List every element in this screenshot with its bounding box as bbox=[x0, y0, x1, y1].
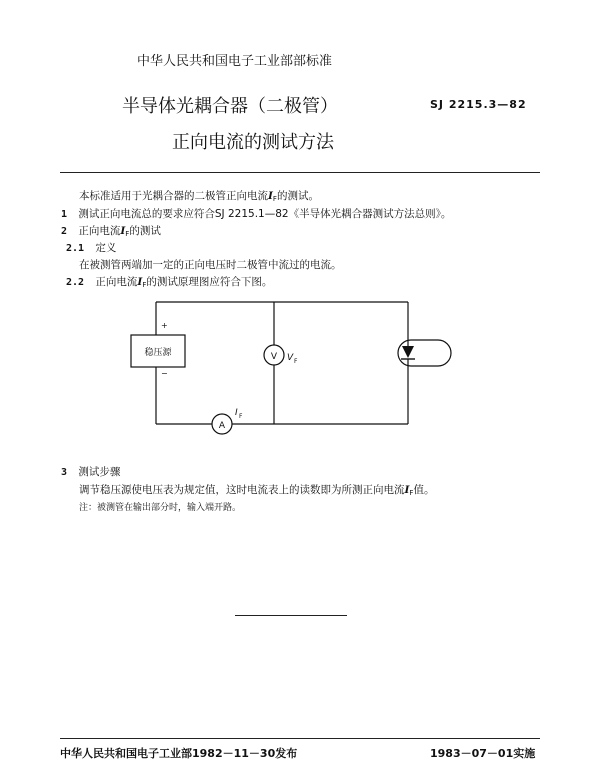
effective-date: 1983－07－01实施 bbox=[430, 747, 536, 760]
minus-terminal-label: − bbox=[161, 369, 168, 378]
document-title: 半导体光耦合器（二极管） bbox=[122, 96, 338, 117]
issuer-header: 中华人民共和国电子工业部部标准 bbox=[137, 54, 333, 69]
section-2-post: 的测试 bbox=[129, 225, 161, 237]
regulated-source-label: 稳压源 bbox=[144, 348, 172, 358]
section-2-2-pre: 正向电流 bbox=[95, 276, 138, 288]
issued-date: 中华人民共和国电子工业部1982－11－30发布 bbox=[60, 747, 298, 760]
intro-sub: F bbox=[272, 195, 277, 203]
footer-divider bbox=[60, 738, 540, 739]
section-2-sub: F bbox=[125, 230, 130, 238]
note-text: 注：被测管在输出部分时，输入端开路。 bbox=[79, 503, 242, 513]
section-2-2-var: I bbox=[137, 276, 143, 288]
section-2-2-post: 的测试原理图应符合下图。 bbox=[146, 276, 273, 288]
intro-tail: 的测试。 bbox=[276, 190, 319, 202]
section-3-title: 测试步骤 bbox=[78, 466, 121, 478]
vf-subscript: F bbox=[294, 358, 298, 365]
section-3-var: I bbox=[404, 484, 410, 496]
voltmeter-symbol: V bbox=[270, 352, 278, 362]
section-3 bbox=[61, 464, 120, 479]
section-2-1-text: 在被测管两端加一定的正向电压时二极管中流过的电流。 bbox=[79, 259, 342, 271]
end-divider bbox=[235, 615, 347, 616]
if-subscript: F bbox=[239, 413, 243, 420]
if-label: I bbox=[235, 408, 238, 418]
section-1-text: 测试正向电流总的要求应符合SJ 2215.1—82《半导体光耦合器测试方法总则》。 bbox=[78, 208, 452, 220]
section-2-1-number: 2.1 bbox=[66, 243, 85, 254]
standard-number: SJ 2215.3—82 bbox=[430, 98, 527, 111]
section-3-text bbox=[79, 482, 434, 497]
section-2-1-title: 定义 bbox=[95, 242, 117, 254]
section-3-post: 值。 bbox=[413, 484, 435, 496]
intro-var: I bbox=[268, 190, 273, 202]
section-2-2-sub: F bbox=[142, 281, 147, 289]
section-3-number: 3 bbox=[61, 467, 68, 478]
section-2-var: I bbox=[120, 225, 126, 237]
section-1-number: 1 bbox=[61, 209, 68, 220]
section-2-2-number: 2.2 bbox=[66, 277, 85, 288]
document-subtitle: 正向电流的测试方法 bbox=[172, 132, 334, 153]
section-2-number: 2 bbox=[61, 226, 68, 237]
plus-terminal-label: + bbox=[161, 321, 168, 330]
vf-label: V bbox=[287, 353, 294, 363]
intro-text: 本标准适用于光耦合器的二极管正向电流 bbox=[79, 190, 268, 202]
section-2-pre: 正向电流 bbox=[78, 225, 121, 237]
section-3-pre: 调节稳压源使电压表为规定值，这时电流表上的读数即为所测正向电流 bbox=[79, 484, 405, 496]
section-3-sub: F bbox=[409, 489, 414, 497]
ammeter-symbol: A bbox=[218, 421, 226, 431]
